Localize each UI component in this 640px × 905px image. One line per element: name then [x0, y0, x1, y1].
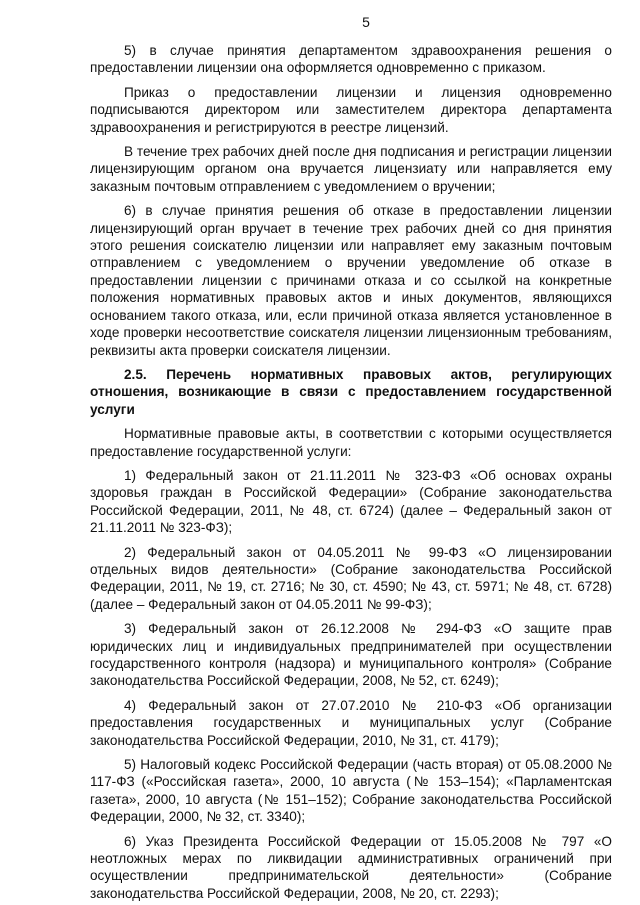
list-item-5-tax-code: 5) Налоговый кодекс Российской Федерации (часть вторая) от 05.08.2000 № 117-ФЗ («Российская газета», 2000, 10 августа (№ 153–154); «Парламентская газета», 2000, 10 августа (№ 151–152); Собрание законодательства Российской Федерации, 2000, № 32, ст. 3340);: [90, 757, 612, 825]
paragraph-5-decision-granted: 5) в случае принятия департаментом здравоохранения решения о предоставлении лицензии она оформляется одновременно с приказом.: [90, 43, 612, 76]
list-item-4-law-210: 4) Федеральный закон от 27.07.2010 № 210-ФЗ «Об организации предоставления государственных и муниципальных услуг (Собрание законодательства Российской Федерации, 2010, № 31, ст. 4179);: [90, 697, 612, 748]
list-item-3-law-294: 3) Федеральный закон от 26.12.2008 № 294-ФЗ «О защите прав юридических лиц и индивидуальных предпринимателей при осуществлении государственного контроля (надзора) и муниципального контроля» (Собрание законодательства Российской Федерации, 2008, № 52, ст. 6249);: [90, 621, 612, 689]
list-item-1-law-323: 1) Федеральный закон от 21.11.2011 № 323-ФЗ «Об основах охраны здоровья граждан в Российской Федерации» (Собрание законодательства Российской Федерации, 2011, № 48, ст. 6724) (далее – Федеральный закон от 21.11.2011 № 323-ФЗ);: [90, 467, 612, 536]
page-number: 5: [362, 14, 370, 30]
list-item-6-presidential-decree: 6) Указ Президента Российской Федерации от 15.05.2008 № 797 «О неотложных мерах по ликвидации административных ограничений при осуществлении предпринимательской деятельности» (Собрание законодательства Российской Федерации, 2008, № 20, ст. 2293);: [90, 833, 612, 901]
list-item-2-law-99: 2) Федеральный закон от 04.05.2011 № 99-ФЗ «О лицензировании отдельных видов деятельности» (Собрание законодательства Российской Федерации, 2011, № 19, ст. 2716; № 30, ст. 4590; № 43, ст. 5971; № 48, ст. 6728) (далее – Федеральный закон от 04.05.2011 № 99-ФЗ);: [90, 544, 612, 612]
paragraph-6-refusal: 6) в случае принятия решения об отказе в предоставлении лицензии лицензирующий орган вручает в течение трех рабочих дней со дня принятия этого решения соискателю лицензии или направляет ему заказным почтовым отправлением с уведомлением о вручении уведомление об отказе в предоставлении лицензии с причинами отказа и со ссылкой на конкретные положения нормативных правовых актов и иных документов, являющихся основанием такого отказа, или, если причиной отказа является установленное в ходе проверки несоответствие соискателя лицензии лицензионным требованиям, реквизиты акта проверки соискателя лицензии.: [90, 203, 612, 358]
section-heading-2-5: 2.5. Перечень нормативных правовых актов, регулирующих отношения, возникающие в связи с предоставлением государственной услуги: [90, 366, 612, 417]
paragraph-license-delivery: В течение трех рабочих дней после дня подписания и регистрации лицензии лицензирующим органом она вручается лицензиату или направляется ему заказным почтовым отправлением с уведомлением о вручении;: [90, 144, 612, 194]
paragraph-legal-acts-intro: Нормативные правовые акты, в соответствии с которыми осуществляется предоставление государственной услуги:: [90, 426, 612, 459]
paragraph-order-signing: Приказ о предоставлении лицензии и лицензия одновременно подписываются директором или заместителем директора департамента здравоохранения и регистрируются в реестре лицензий.: [90, 84, 612, 135]
